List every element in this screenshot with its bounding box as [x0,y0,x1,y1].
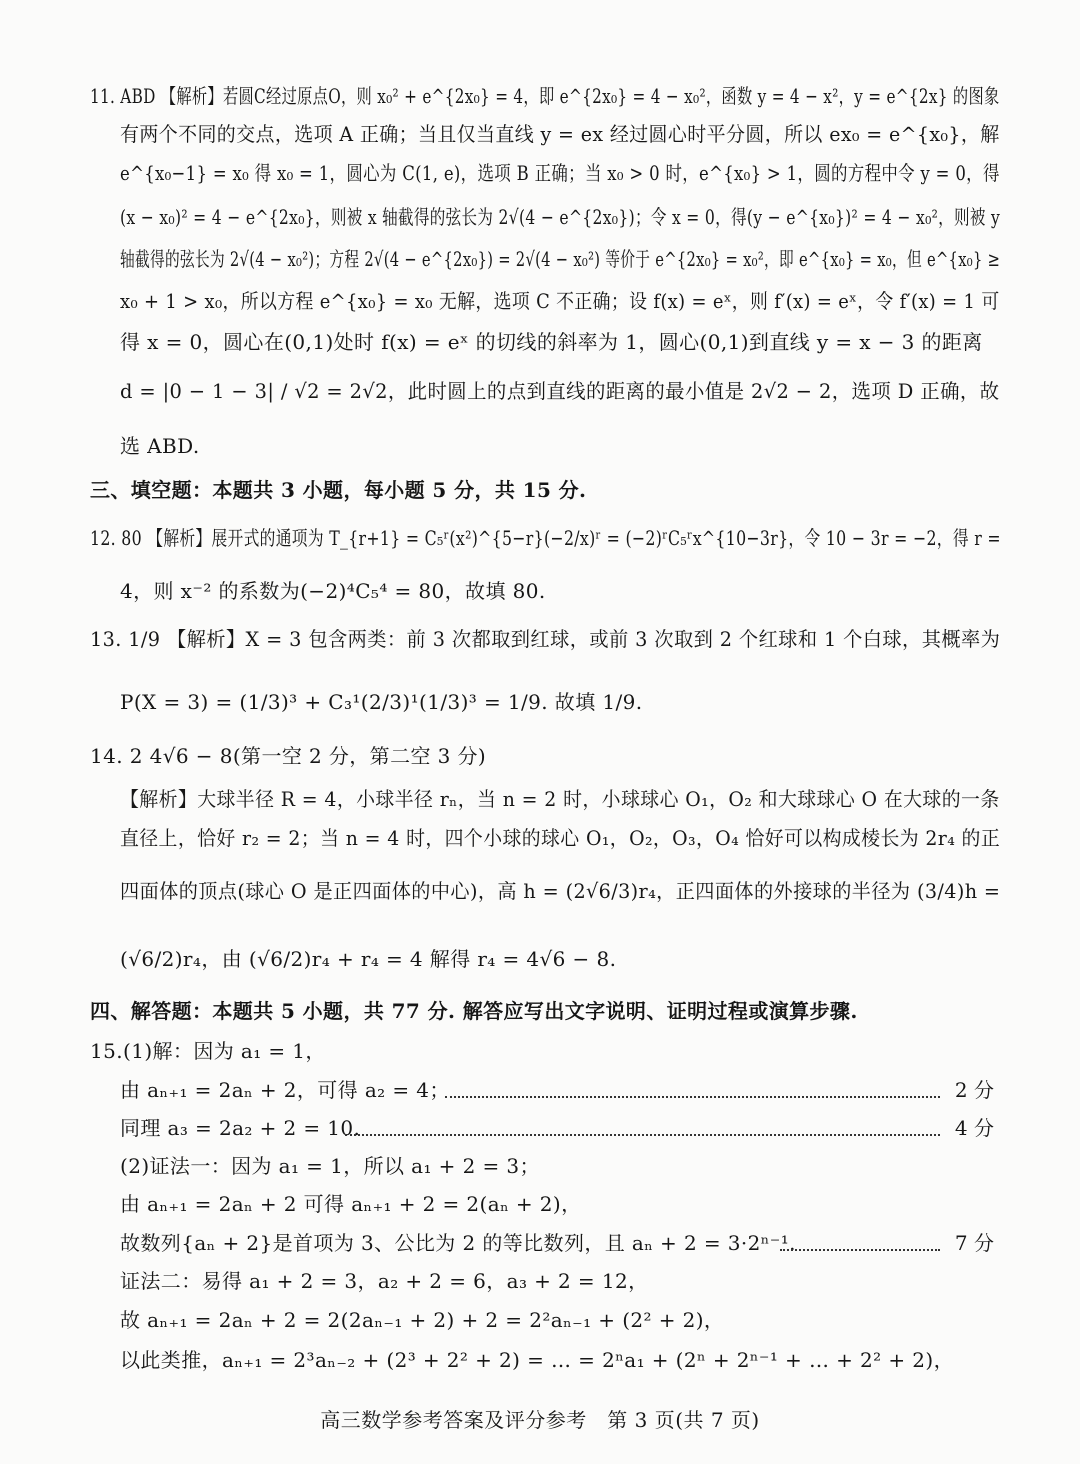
q15-line-1: 15.(1)解：因为 a₁ = 1， [90,1039,326,1063]
q13-line-1: 13. 1/9 【解析】X = 3 包含两类：前 3 次都取到红球，或前 3 次取到 2 个红球和 1 个白球，其概率为 [90,627,1001,651]
leader-dots [445,1096,940,1098]
score-2: 2 分 [954,1078,994,1102]
score-4: 4 分 [954,1116,994,1140]
section-four-heading: 四、解答题：本题共 5 小题，共 77 分. 解答应写出文字说明、证明过程或演算步骤. [90,999,858,1023]
section-three-heading: 三、填空题：本题共 3 小题，每小题 5 分，共 15 分. [90,478,587,502]
q11-line-9: 选 ABD. [120,434,200,458]
q11-line-1: 11. ABD 【解析】若圆C经过原点O，则 x₀² + e^{2x₀} = 4，即 e^{2x₀} = 4 − x₀²，函数 y = 4 − x²，y = e^{2x} 的图象 [90,84,1000,108]
q14-line-4: 四面体的顶点(球心 O 是正四面体的中心)，高 h = (2√6/3)r₄，正四面体的外接球的半径为 (3/4)h = [120,879,1001,903]
q13-line-2: P(X = 3) = (1/3)³ + C₃¹(2/3)¹(1/3)³ = 1/9. 故填 1/9. [120,690,643,714]
q11-line-7: 得 x = 0，圆心在(0,1)处时 f(x) = eˣ 的切线的斜率为 1，圆心(0,1)到直线 y = x − 3 的距离 [120,330,983,354]
q14-line-5: (√6/2)r₄，由 (√6/2)r₄ + r₄ = 4 解得 r₄ = 4√6 − 8. [120,947,617,971]
q15-line-7: 证法二：易得 a₁ + 2 = 3，a₂ + 2 = 6，a₃ + 2 = 12， [120,1269,649,1293]
q11-line-3: e^{x₀−1} = x₀ 得 x₀ = 1，圆心为 C(1, e)，选项 B 正确；当 x₀ > 0 时，e^{x₀} > 1，圆的方程中令 y = 0，得 [120,161,1000,185]
q14-line-1: 14. 2 4√6 − 8(第一空 2 分，第二空 3 分) [90,744,487,768]
q11-line-5: 轴截得的弦长为 2√(4 − x₀²)；方程 2√(4 − e^{2x₀}) = 2√(4 − x₀²) 等价于 e^{2x₀} = x₀²，即 e^{x₀} = x₀，但 e^{x₀} ≥ [120,247,1001,271]
q11-line-4: (x − x₀)² = 4 − e^{2x₀}，则被 x 轴截得的弦长为 2√(4 − e^{2x₀})；令 x = 0，得(y − e^{x₀})² = 4 − x₀²，则被 y [120,205,1001,229]
q15-line-8: 故 aₙ₊₁ = 2aₙ + 2 = 2(2aₙ₋₁ + 2) + 2 = 2²aₙ₋₁ + (2² + 2)， [120,1308,725,1332]
q12-line-2: 4，则 x⁻² 的系数为(−2)⁴C₅⁴ = 80，故填 80. [120,579,546,603]
q11-line-2: 有两个不同的交点，选项 A 正确；当且仅当直线 y = ex 经过圆心时平分圆，所以 ex₀ = e^{x₀}，解 [120,122,1000,146]
q14-line-3: 直径上，恰好 r₂ = 2；当 n = 4 时，四个小球的球心 O₁，O₂，O₃，O₄ 恰好可以构成棱长为 2r₄ 的正 [120,826,1001,850]
q15-line-4: (2)证法一：因为 a₁ = 1，所以 a₁ + 2 = 3； [120,1154,540,1178]
q15-line-3: 同理 a₃ = 2a₂ + 2 = 10. [120,1116,361,1140]
q11-line-6: x₀ + 1 > x₀，所以方程 e^{x₀} = x₀ 无解，选项 C 不正确；设 f(x) = eˣ，则 f′(x) = eˣ，令 f′(x) = 1 可 [120,289,1000,313]
leader-dots [780,1249,940,1251]
q11-line-8: d = |0 − 1 − 3| / √2 = 2√2，此时圆上的点到直线的距离的最小值是 2√2 − 2，选项 D 正确，故 [120,379,1000,403]
q14-line-2: 【解析】大球半径 R = 4，小球半径 rₙ，当 n = 2 时，小球球心 O₁，O₂ 和大球球心 O 在大球的一条 [120,787,1000,811]
q15-line-9: 以此类推，aₙ₊₁ = 2³aₙ₋₂ + (2³ + 2² + 2) = … = 2ⁿa₁ + (2ⁿ + 2ⁿ⁻¹ + … + 2² + 2)， [120,1348,954,1372]
page-footer: 高三数学参考答案及评分参考 第 3 页(共 7 页) [320,1408,760,1432]
leader-dots [345,1134,940,1136]
q15-line-6: 故数列{aₙ + 2}是首项为 3、公比为 2 的等比数列，且 aₙ + 2 = 3·2ⁿ⁻¹. [120,1231,796,1255]
q15-line-2: 由 aₙ₊₁ = 2aₙ + 2，可得 a₂ = 4； [120,1078,450,1102]
q15-line-5: 由 aₙ₊₁ = 2aₙ + 2 可得 aₙ₊₁ + 2 = 2(aₙ + 2)， [120,1192,582,1216]
score-7: 7 分 [954,1231,994,1255]
q12-line-1: 12. 80 【解析】展开式的通项为 T_{r+1} = C₅ʳ(x²)^{5−r}(−2/x)ʳ = (−2)ʳC₅ʳx^{10−3r}，令 10 − 3r = −2，得 r = [90,526,1001,550]
